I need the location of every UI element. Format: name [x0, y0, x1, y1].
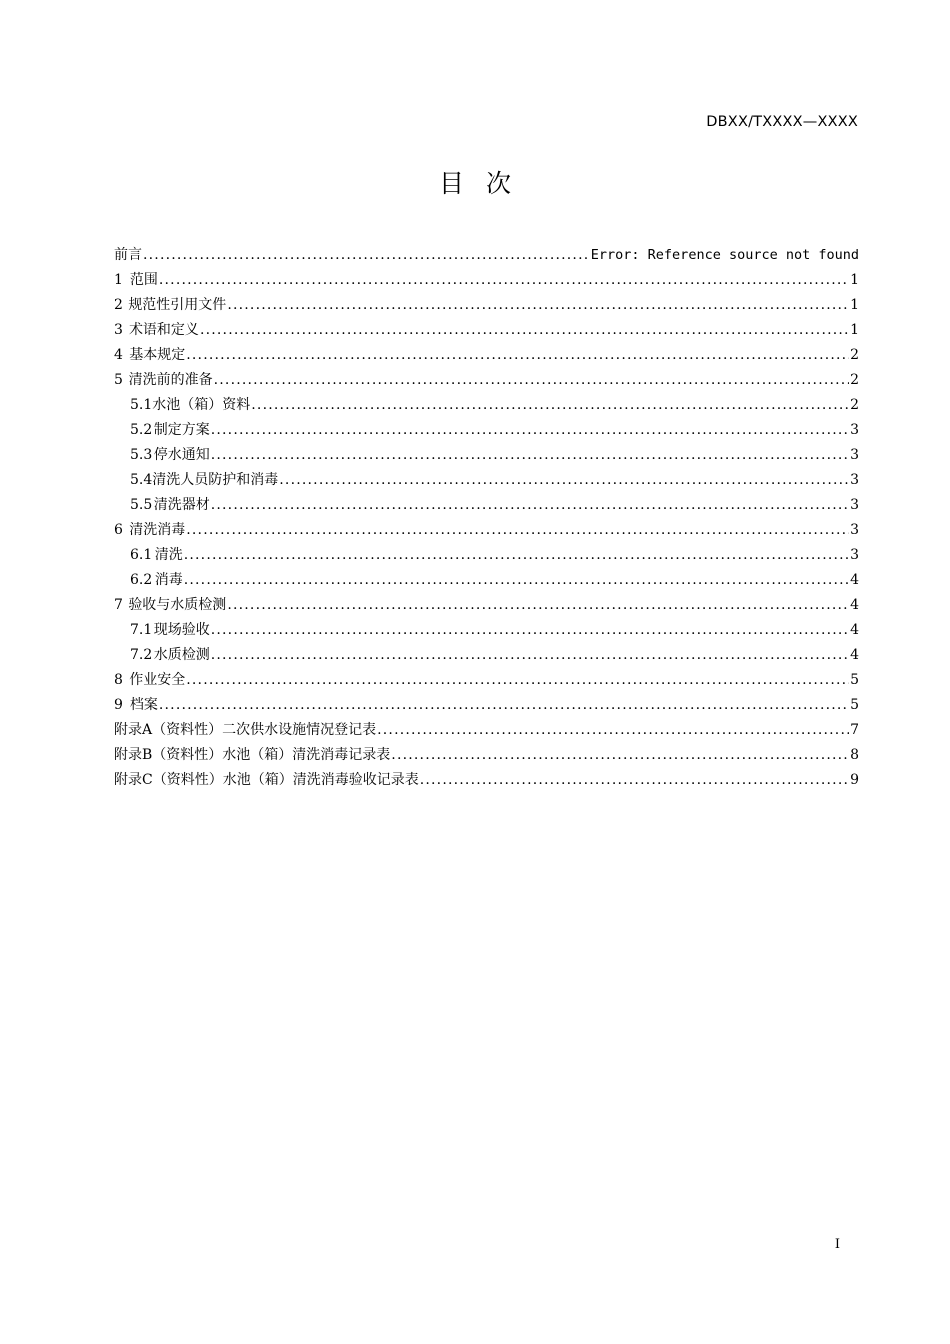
- toc-leader-dots: [211, 493, 849, 518]
- toc-leader-dots: [227, 293, 849, 318]
- toc-page-number: 4: [850, 597, 859, 613]
- title-char-2: 次: [486, 169, 512, 198]
- toc-leader-dots: [377, 718, 849, 743]
- toc-label: 清洗: [154, 547, 183, 563]
- toc-label: 作业安全: [129, 672, 186, 688]
- toc-entry-4[interactable]: [114, 343, 859, 368]
- toc-entry-7-2[interactable]: [114, 643, 859, 668]
- toc-entry-annex-c[interactable]: [114, 768, 859, 793]
- toc-number: 5.5: [130, 497, 153, 513]
- toc-number: 6.1: [130, 547, 153, 563]
- toc-label: 消毒: [154, 572, 183, 588]
- toc-number: 6.2: [130, 572, 153, 588]
- toc-number: 6: [114, 522, 123, 538]
- toc-number: 1: [114, 272, 123, 288]
- toc-entry-5[interactable]: [114, 368, 859, 393]
- toc-page-number: Error: Reference source not found: [590, 247, 859, 263]
- toc-leader-dots: [211, 643, 849, 668]
- toc-leader-dots: [211, 443, 849, 468]
- toc-number: 7.1: [130, 622, 153, 638]
- toc-number: 7: [114, 597, 123, 613]
- toc-number: 5.1: [130, 397, 153, 413]
- toc-label: 范围: [129, 272, 158, 288]
- toc-leader-dots: [214, 368, 849, 393]
- toc-leader-dots: [186, 668, 849, 693]
- toc-number: 8: [114, 672, 123, 688]
- toc-page-number: 5: [850, 697, 859, 713]
- toc-leader-dots: [211, 418, 849, 443]
- toc-number: 5.2: [130, 422, 153, 438]
- toc-entry-5-3[interactable]: [114, 443, 859, 468]
- toc-label: 清洗前的准备: [128, 372, 213, 388]
- toc-number: 3: [114, 322, 123, 338]
- toc-entry-annex-b[interactable]: [114, 743, 859, 768]
- toc-page-number: 9: [850, 772, 859, 788]
- toc-label: 现场验收: [153, 622, 210, 638]
- toc-number: 5.3: [130, 447, 153, 463]
- toc-label: 清洗人员防护和消毒: [152, 472, 279, 488]
- toc-label: 水池（箱）资料: [152, 397, 251, 413]
- toc-leader-dots: [420, 768, 849, 793]
- toc-page-number: 3: [850, 422, 859, 438]
- toc-entry-6-1[interactable]: [114, 543, 859, 568]
- toc-entry-5-1[interactable]: [114, 393, 859, 418]
- toc-entry-6[interactable]: [114, 518, 859, 543]
- toc-label: 档案: [129, 697, 158, 713]
- toc-label: 前言: [114, 247, 142, 263]
- toc-label: 水池（箱）清洗消毒记录表: [222, 747, 391, 763]
- footer-page-number: I: [834, 1237, 840, 1252]
- toc-entry-5-5[interactable]: [114, 493, 859, 518]
- toc-page-number: 4: [850, 572, 859, 588]
- toc-page-number: 4: [850, 647, 859, 663]
- toc-label: 验收与水质检测: [128, 597, 227, 613]
- toc-leader-dots: [227, 593, 849, 618]
- toc-number: 5: [114, 372, 123, 388]
- toc-entry-8[interactable]: [114, 668, 859, 693]
- toc-entry-7-1[interactable]: [114, 618, 859, 643]
- toc-page-number: 3: [850, 472, 859, 488]
- toc-entry-1[interactable]: [114, 268, 859, 293]
- toc-page-number: 1: [850, 297, 859, 313]
- toc-leader-dots: [200, 318, 849, 343]
- toc-entry-annex-a[interactable]: [114, 718, 859, 743]
- toc-leader-dots: [211, 618, 849, 643]
- toc-page-number: 3: [850, 497, 859, 513]
- toc-entry-2[interactable]: [114, 293, 859, 318]
- toc-label: 术语和定义: [128, 322, 199, 338]
- toc-leader-dots: [279, 468, 849, 493]
- toc-page-number: 3: [850, 522, 859, 538]
- toc-leader-dots: [184, 543, 849, 568]
- toc-entry-6-2[interactable]: [114, 568, 859, 593]
- toc-leader-dots: [186, 518, 849, 543]
- toc-label: 清洗器材: [153, 497, 210, 513]
- toc-label: 基本规定: [129, 347, 186, 363]
- toc-leader-dots: [159, 693, 849, 718]
- toc-label: 清洗消毒: [129, 522, 186, 538]
- toc-entry-7[interactable]: [114, 593, 859, 618]
- toc-number: 7.2: [130, 647, 153, 663]
- toc-page-number: 5: [850, 672, 859, 688]
- toc-page-number: 7: [850, 722, 859, 738]
- toc-leader-dots: [391, 743, 849, 768]
- toc-page-number: 3: [850, 547, 859, 563]
- toc-number: 9: [114, 697, 123, 713]
- toc-page-number: 3: [850, 447, 859, 463]
- toc-entry-5-4[interactable]: [114, 468, 859, 493]
- toc-entry-3[interactable]: [114, 318, 859, 343]
- standard-code: DBXX/TXXXX—XXXX: [706, 114, 858, 130]
- toc-number: 5.4: [130, 472, 153, 488]
- toc-label: 制定方案: [153, 422, 210, 438]
- toc-page-number: 1: [850, 272, 859, 288]
- toc-page-number: 1: [850, 322, 859, 338]
- toc-label: 规范性引用文件: [128, 297, 227, 313]
- toc-entry-9[interactable]: [114, 693, 859, 718]
- title-char-1: 目: [438, 169, 464, 198]
- toc-entry-5-2[interactable]: [114, 418, 859, 443]
- toc-label: 水池（箱）清洗消毒验收记录表: [222, 772, 419, 788]
- toc-label: 停水通知: [153, 447, 210, 463]
- toc-leader-dots: [184, 568, 849, 593]
- toc-entry-foreword[interactable]: [114, 243, 859, 268]
- toc-page-number: 2: [850, 397, 859, 413]
- toc-number: 2: [114, 297, 123, 313]
- table-of-contents: [114, 243, 859, 793]
- toc-page-number: 2: [850, 372, 859, 388]
- toc-number: 4: [114, 347, 123, 363]
- annex-prefix: 附录B（资料性）: [114, 747, 223, 763]
- toc-leader-dots: [143, 243, 590, 268]
- toc-label: 水质检测: [153, 647, 210, 663]
- toc-label: 二次供水设施情况登记表: [222, 722, 377, 738]
- toc-page-number: 2: [850, 347, 859, 363]
- page-title: [0, 164, 950, 200]
- toc-page-number: 8: [850, 747, 859, 763]
- toc-page-number: 4: [850, 622, 859, 638]
- annex-prefix: 附录C（资料性）: [114, 772, 223, 788]
- annex-prefix: 附录A（资料性）: [114, 722, 223, 738]
- toc-leader-dots: [186, 343, 849, 368]
- toc-leader-dots: [251, 393, 849, 418]
- toc-leader-dots: [159, 268, 849, 293]
